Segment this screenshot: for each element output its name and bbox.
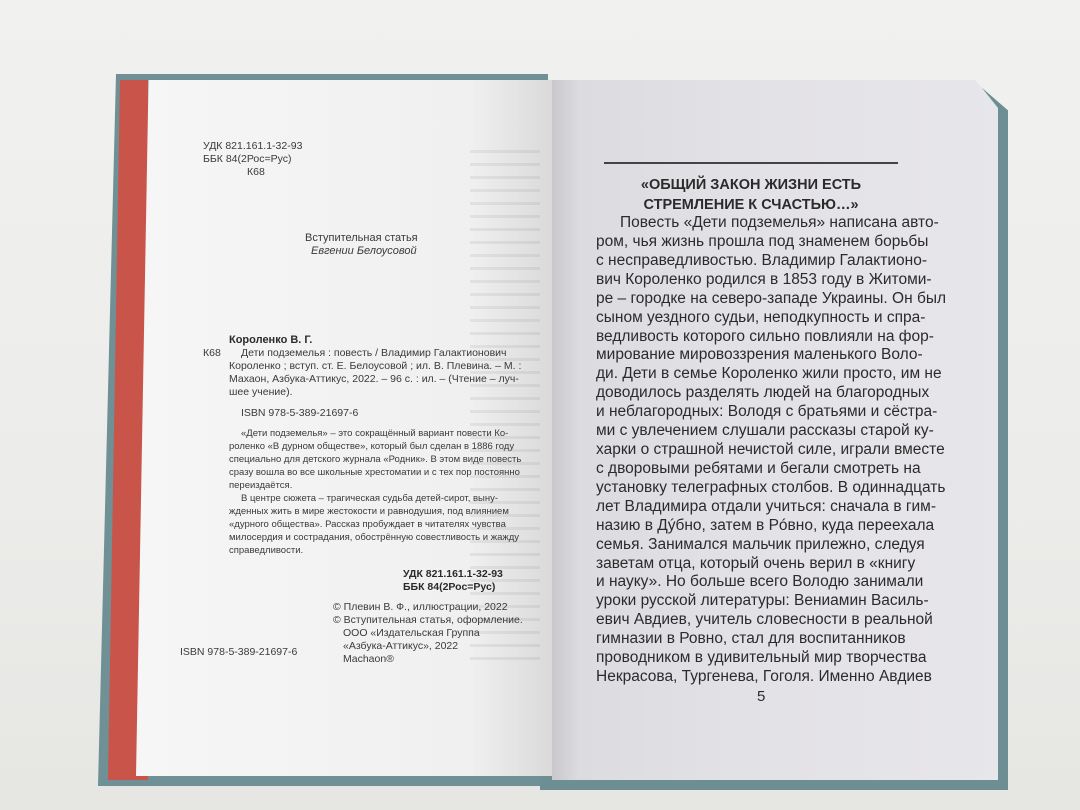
annotation-line: сразу вошла во все школьные хрестоматии и с тех пор постоянно: [229, 467, 520, 478]
intro-author: Евгении Белоусовой: [311, 245, 417, 257]
heading-line: «ОБЩИЙ ЗАКОН ЖИЗНИ ЕСТЬ: [640, 177, 862, 193]
copyright-line: Machaon®: [343, 653, 394, 665]
annotation-line: переиздаётся.: [229, 480, 293, 491]
text-line: лет Владимира отдали учиться: сначала в гим-: [596, 497, 937, 515]
bbk-bottom: ББК 84(2Рос=Рус): [403, 581, 496, 593]
text-line: ре – городке на северо-западе Украины. Он был: [596, 289, 947, 307]
text-line: установку телеграфных столбов. В одиннадцать: [596, 478, 946, 496]
text-line: с несправедливостью. Владимир Галактионо-: [596, 251, 927, 269]
annotation-line: «дурного общества». Рассказ пробуждает в читателях чувства: [229, 519, 506, 530]
text-line: и неблагородных: Володя с братьями и сёстра-: [596, 403, 938, 421]
text-line: назию в Дýбно, затем в Рóвно, куда переехала: [596, 516, 935, 534]
heading-rule: [604, 162, 898, 164]
bbk-top: ББК 84(2Рос=Рус): [203, 153, 292, 165]
annotation-line: справедливости.: [229, 545, 304, 556]
author-code-top: К68: [247, 166, 265, 178]
text-line: Некрасова, Тургенева, Гоголя. Именно Авдиев: [596, 668, 932, 685]
chapter-heading: [604, 175, 898, 215]
catalog-code: К68: [203, 347, 221, 359]
text-line: Повесть «Дети подземелья» написана авто-: [620, 214, 939, 231]
copyright-line: ООО «Издательская Группа: [343, 627, 480, 639]
text-line: ром, чья жизнь прошла под знаменем борьбы: [596, 232, 929, 250]
copyright-line: © Вступительная статья, оформление.: [333, 614, 523, 626]
annotation-line: «Дети подземелья» – это сокращённый вариант повести Ко-: [241, 428, 509, 439]
annotation-line: В центре сюжета – трагическая судьба детей-сирот, выну-: [241, 493, 499, 504]
udk-bottom: УДК 821.161.1-32-93: [403, 568, 503, 580]
annotation-line: специально для детского журнала «Родник». В этом виде повесть: [229, 454, 522, 465]
text-line: гимназии в Ровно, стал для воспитанников: [596, 630, 906, 648]
text-line: ведливость которого сильно повлияли на фор-: [596, 327, 934, 345]
text-line: вич Короленко родился в 1853 году в Житоми-: [596, 270, 932, 288]
text-line: ди. Дети в семье Короленко жили просто, им не: [596, 365, 942, 383]
udk-top: УДК 821.161.1-32-93: [203, 140, 303, 152]
heading-line: СТРЕМЛЕНИЕ К СЧАСТЬЮ…»: [643, 197, 859, 213]
text-line: уроки русской литературы: Вениамин Василь-: [596, 592, 929, 610]
catalog-author: Короленко В. Г.: [229, 334, 313, 346]
catalog-line: шее учение).: [229, 386, 293, 398]
text-line: ми с увлечением слушали рассказы старой ку-: [596, 422, 934, 440]
text-line: евич Авдиев, учитель словесности в реальной: [596, 611, 933, 629]
text-line: доводилось разделять людей на благородных: [596, 384, 930, 402]
text-line: семья. Занимался мальчик прилежно, следуя: [596, 535, 925, 553]
text-line: заветам отца, который очень верил в «книгу: [596, 554, 916, 572]
text-line: харки о страшной нечистой силе, играли вместе: [596, 441, 945, 458]
text-line: проводником в удивительный мир творчества: [596, 649, 927, 667]
catalog-line: Махаон, Азбука-Аттикус, 2022. – 96 с. : ил. – (Чтение – луч-: [229, 373, 519, 385]
annotation-line: роленко «В дурном обществе», который был сделан в 1886 году: [229, 441, 515, 452]
intro-label: Вступительная статья: [305, 232, 418, 244]
catalog-line: Короленко ; вступ. ст. Е. Белоусовой ; ил. В. Плевина. – М. :: [229, 360, 522, 372]
copyright-line: © Плевин В. Ф., иллюстрации, 2022: [333, 601, 508, 613]
text-line: с дворовыми ребятами и бегали смотреть на: [596, 459, 921, 477]
page-number: 5: [757, 688, 766, 705]
text-line: сыном уездного судьи, неподкупность и спра-: [596, 308, 926, 326]
annotation-line: жденных жить в мире жестокости и равнодушия, под влиянием: [229, 506, 509, 517]
catalog-line: Дети подземелья : повесть / Владимир Галактионович: [241, 347, 507, 359]
annotation-line: милосердия и сострадания, обострённую совестливость и жажду: [229, 532, 519, 543]
isbn-bottom: ISBN 978-5-389-21697-6: [180, 646, 298, 658]
copyright-line: «Азбука-Аттикус», 2022: [343, 640, 459, 652]
text-line: мирование мировоззрения маленького Воло-: [596, 346, 923, 364]
text-line: и науку». Но больше всего Володю занимали: [596, 573, 924, 591]
isbn-entry: ISBN 978-5-389-21697-6: [241, 407, 359, 419]
